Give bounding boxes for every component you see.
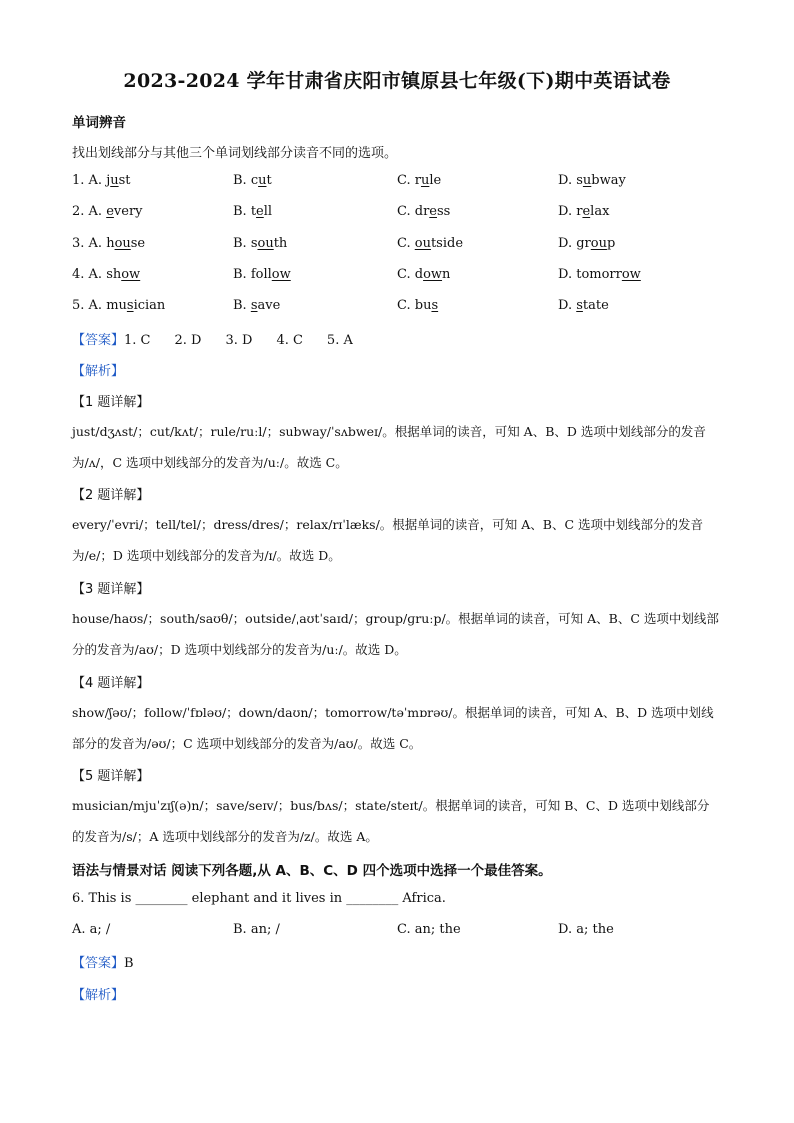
question-5-option-a — [72, 298, 165, 313]
option-text: D. tomorr — [558, 267, 622, 282]
option-text: tate — [582, 298, 609, 313]
underlined-letters: e — [106, 204, 114, 219]
instruction-text: 找出划线部分与其他三个单词划线部分读音不同的选项。 — [72, 146, 398, 161]
detail-text-line: musician/mjuˈzɪʃ(ə)n/；save/seɪv/；bus/bʌs/；state/steɪt/。根据单词的读音，可知 B、C、D 选项中划线部分 — [72, 798, 710, 813]
option-text: 1. A. j — [72, 173, 111, 188]
option-text: ss — [437, 204, 451, 219]
question-6-option-d: D. a; the — [558, 922, 614, 937]
question-6-stem: 6. This is ________ elephant and it lives in ________ Africa. — [72, 891, 446, 906]
answer-item: 2. D — [174, 333, 202, 348]
detail-label-3: 【3 题详解】 — [72, 582, 150, 597]
question-5-option-d — [558, 298, 609, 313]
question-2-option-d — [558, 204, 609, 219]
detail-text-line: house/haʊs/；south/saʊθ/；outside/ˌaʊtˈsaɪd/；group/ɡruːp/。根据单词的读音，可知 A、B、C 选项中划线部 — [72, 611, 719, 626]
option-text: 5. A. mu — [72, 298, 127, 313]
option-text: D. gr — [558, 236, 591, 251]
question-2-option-a — [72, 204, 143, 219]
option-text: D. s — [558, 173, 583, 188]
question-6-option-a: A. a; / — [72, 922, 111, 937]
option-text: t — [266, 173, 272, 188]
option-text: C. dr — [397, 204, 430, 219]
section-heading-grammar: 语法与情景对话 阅读下列各题,从 A、B、C、D 四个选项中选择一个最佳答案。 — [72, 863, 552, 879]
option-text: st — [118, 173, 131, 188]
option-text: 2. A. — [72, 204, 107, 219]
answer-row-q6 — [72, 952, 134, 971]
option-text: 3. A. h — [72, 236, 115, 251]
question-3-option-d — [558, 236, 615, 251]
question-1-option-a — [72, 173, 131, 188]
underlined-letters: ou — [257, 236, 274, 251]
answer-item: 4. C — [276, 333, 303, 348]
underlined-letters: s — [576, 298, 583, 313]
question-3-option-a — [72, 236, 145, 251]
question-4-option-c — [397, 267, 450, 282]
question-3-option-b — [233, 236, 287, 251]
option-text: n — [442, 267, 451, 282]
option-text: p — [606, 236, 616, 251]
question-6-option-b: B. an; / — [233, 922, 280, 937]
underlined-letters: s — [126, 298, 134, 313]
question-6-option-c: C. an; the — [397, 922, 461, 937]
underlined-letters: e — [582, 204, 591, 219]
underlined-letters: u — [420, 173, 430, 188]
option-text: C. r — [397, 173, 421, 188]
detail-label-4: 【4 题详解】 — [72, 676, 150, 691]
option-text: B. — [233, 298, 251, 313]
underlined-letters: ow — [621, 267, 641, 282]
underlined-letters: e — [256, 204, 264, 219]
option-text: C. bu — [397, 298, 432, 313]
option-text: le — [429, 173, 442, 188]
answer-row — [72, 329, 377, 348]
option-text: C. d — [397, 267, 424, 282]
detail-text-line: just/dʒʌst/；cut/kʌt/；rule/ruːl/；subway/ˈsʌbweɪ/。根据单词的读音，可知 A、B、D 选项中划线部分的发音 — [72, 424, 706, 439]
underlined-letters: ow — [271, 267, 291, 282]
option-text: B. s — [233, 236, 258, 251]
detail-text-line: 为/e/；D 选项中划线部分的发音为/ɪ/。故选 D。 — [72, 548, 341, 563]
question-1-option-d — [558, 173, 626, 188]
option-text: ician — [133, 298, 166, 313]
option-text: bway — [591, 173, 626, 188]
underlined-letters: u — [258, 173, 267, 188]
question-1-option-b — [233, 173, 272, 188]
option-text: B. t — [233, 204, 257, 219]
answer-item: 1. C — [124, 333, 151, 348]
detail-text-line: 的发音为/s/；A 选项中划线部分的发音为/z/。故选 A。 — [72, 829, 378, 844]
detail-text-line: 分的发音为/aʊ/；D 选项中划线部分的发音为/uː/。故选 D。 — [72, 642, 407, 657]
question-1-option-c — [397, 173, 441, 188]
option-text: B. foll — [233, 267, 272, 282]
option-text: tside — [430, 236, 464, 251]
option-text: th — [273, 236, 288, 251]
underlined-letters: u — [582, 173, 592, 188]
question-4-option-d — [558, 267, 641, 282]
option-text: se — [130, 236, 146, 251]
question-4-option-a — [72, 267, 140, 282]
answer-item: 5. A — [326, 333, 353, 348]
section-heading-phonetics: 单词辨音 — [72, 115, 126, 131]
detail-label-5: 【5 题详解】 — [72, 769, 150, 784]
page-title: 2023-2024 学年甘肃省庆阳市镇原县七年级(下)期中英语试卷 — [123, 70, 671, 92]
question-4-option-b — [233, 267, 291, 282]
option-text: very — [113, 204, 143, 219]
option-text: B. c — [233, 173, 259, 188]
answer-label-q6: 【答案】 — [72, 956, 125, 971]
option-text: ll — [263, 204, 273, 219]
option-text: C. — [397, 236, 415, 251]
underlined-letters: s — [250, 298, 258, 313]
detail-text-line: show/ʃəʊ/；follow/ˈfɒləʊ/；down/daʊn/；tomorrow/təˈmɒrəʊ/。根据单词的读音，可知 A、B、D 选项中划线 — [72, 705, 714, 720]
detail-text-line: 部分的发音为/əʊ/；C 选项中划线部分的发音为/aʊ/。故选 C。 — [72, 736, 422, 751]
detail-text-line: 为/ʌ/，C 选项中划线部分的发音为/uː/。故选 C。 — [72, 455, 348, 470]
underlined-letters: s — [431, 298, 439, 313]
question-5-option-b — [233, 298, 280, 313]
underlined-letters: ow — [121, 267, 141, 282]
question-2-option-b — [233, 204, 272, 219]
answer-value-q6: B — [124, 956, 134, 971]
detail-text-line: every/ˈevri/；tell/tel/；dress/dres/；relax/rɪˈlæks/。根据单词的读音，可知 A、B、C 选项中划线部分的发音 — [72, 517, 704, 532]
underlined-letters: ou — [114, 236, 131, 251]
question-3-option-c — [397, 236, 463, 251]
question-5-option-c — [397, 298, 438, 313]
detail-label-1: 【1 题详解】 — [72, 395, 150, 410]
question-2-option-c — [397, 204, 450, 219]
answer-list — [124, 333, 377, 348]
underlined-letters: e — [429, 204, 437, 219]
answer-item: 3. D — [225, 333, 253, 348]
underlined-letters: ow — [423, 267, 443, 282]
underlined-letters: ou — [414, 236, 431, 251]
underlined-letters: u — [110, 173, 119, 188]
option-text: D. r — [558, 204, 583, 219]
answer-label: 【答案】 — [72, 333, 125, 348]
option-text: ave — [257, 298, 281, 313]
option-text: lax — [590, 204, 610, 219]
option-text: 4. A. sh — [72, 267, 122, 282]
option-text: D. — [558, 298, 577, 313]
underlined-letters: ou — [590, 236, 607, 251]
analysis-label: 【解析】 — [72, 364, 125, 379]
detail-label-2: 【2 题详解】 — [72, 488, 150, 503]
analysis-label-q6: 【解析】 — [72, 988, 125, 1003]
